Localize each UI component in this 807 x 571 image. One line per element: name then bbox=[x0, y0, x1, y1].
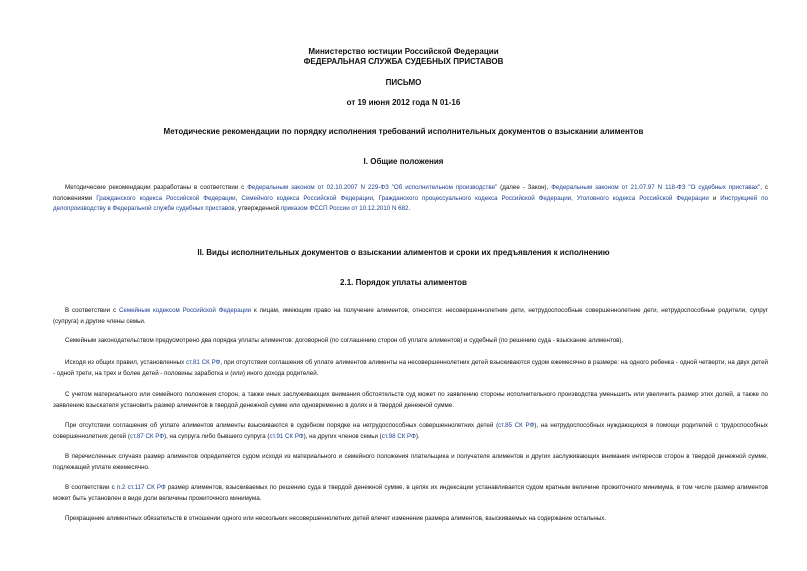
text-span: Методические рекомендации разработаны в соответствии с bbox=[65, 184, 248, 191]
ministry-title: Министерство юстиции Российской Федерации bbox=[308, 47, 499, 56]
link-criminal-code[interactable]: Уголовного кодекса Российской Федерации bbox=[576, 194, 709, 202]
paragraph-indexation bbox=[53, 483, 768, 504]
text-span: В соответствии с bbox=[65, 484, 117, 491]
link-art-98[interactable]: ст.98 СК РФ bbox=[381, 432, 416, 440]
link-civil-procedure-code[interactable]: Гражданского процессуального кодекса Российской Федерации bbox=[378, 194, 572, 202]
text-span: Семейным законодательством предусмотрено два порядка уплаты алиментов: договорной (по соглашению сторон об уплате алиментов) и судебный (по решению суда - взыскание алиментов). bbox=[65, 337, 624, 344]
paragraph-court-recovery bbox=[53, 421, 768, 442]
link-law-229fz[interactable]: Федеральным законом от 02.10.2007 N 229-ФЗ "Об исполнительном производстве" bbox=[247, 184, 498, 191]
section-heading-2: II. Виды исполнительных документов о взыскании алиментов и сроки их предъявления к исполнению bbox=[197, 248, 610, 257]
document-date-number: от 19 июня 2012 года N 01-16 bbox=[346, 98, 461, 107]
text-span: и bbox=[708, 194, 721, 202]
document-title: Методические рекомендации по порядку исполнения требований исполнительных документов о взыскании алиментов bbox=[163, 127, 644, 136]
text-span: размер алиментов, взыскиваемых по решению суда в твердой денежной сумме, в целях их индексации устанавливается судом кратным величине прожиточного минимума, в том числе размер алиментов может быть установлен в виде доли величины прожиточного минимума. bbox=[53, 484, 768, 502]
text-span: ), на нетрудоспособных нуждающихся в помощи родителей с трудоспособных совершеннолетних детей ( bbox=[53, 422, 768, 440]
link-family-code[interactable]: Семейного кодекса Российской Федерации bbox=[241, 194, 373, 202]
link-art-87[interactable]: ст.87 СК РФ bbox=[129, 432, 165, 440]
link-family-code-2[interactable]: Семейным кодексом Российской Федерации bbox=[118, 307, 252, 314]
text-span: , утвержденной bbox=[234, 205, 281, 212]
paragraph-general-rules bbox=[53, 358, 768, 379]
section-heading-1: I. Общие положения bbox=[363, 157, 444, 166]
text-span: ). bbox=[415, 432, 420, 440]
paragraph-payment-procedures bbox=[53, 336, 768, 347]
subsection-heading-2-1: 2.1. Порядок уплаты алиментов bbox=[340, 278, 467, 287]
link-art-85[interactable]: ст.85 СК РФ bbox=[498, 422, 535, 429]
text-span: ), на супруга либо бывшего супруга ( bbox=[164, 432, 270, 440]
text-span: , bbox=[235, 194, 242, 202]
text-span: , с положениями bbox=[53, 184, 768, 202]
link-art-81[interactable]: ст.81 СК РФ bbox=[186, 359, 221, 366]
text-span: В соответствии с bbox=[65, 307, 119, 314]
paragraph-amount-determination bbox=[53, 452, 768, 473]
text-span: При отсутствии соглашения об уплате алиментов алименты взыскиваются в судебном порядке на нетрудоспособных совершеннолетних детей ( bbox=[65, 422, 499, 429]
document-type: ПИСЬМО bbox=[385, 78, 422, 87]
text-span: . bbox=[408, 205, 411, 212]
link-art-91[interactable]: ст.91 СК РФ bbox=[269, 432, 304, 440]
text-span: (далее - Закон), bbox=[497, 184, 552, 191]
text-span: ), на других членов семьи ( bbox=[303, 432, 382, 440]
text-span: , bbox=[372, 194, 379, 202]
link-civil-code[interactable]: Гражданского кодекса Российской Федерации bbox=[96, 194, 236, 202]
link-office-instruction[interactable]: Инструкцией по делопроизводству в Федеральной службе судебных приставов bbox=[53, 194, 768, 212]
service-title: ФЕДЕРАЛЬНАЯ СЛУЖБА СУДЕБНЫХ ПРИСТАВОВ bbox=[303, 57, 504, 66]
link-law-118fz[interactable]: Федеральным законом от 21.07.97 N 118-ФЗ "О судебных приставах" bbox=[551, 184, 761, 191]
text-span: , при отсутствии соглашения об уплате алиментов алименты на несовершеннолетних детей взыскиваются судом ежемесячно в размере: на одного ребенка - одной четверти, на двух детей - одной трети, на трех и более детей - половины заработка и (или) иного дохода родителей. bbox=[53, 359, 768, 377]
text-span: С учетом материального или семейного положения сторон, а также иных заслуживающих внимания обстоятельств суд может по заявлению стороны исполнительного производства уменьшить или увеличить размер этих долей, а также по заявлению взыскателя установить размер алиментов в твердой денежной сумме или одновременно в долях и в твердой денежной сумме. bbox=[53, 391, 768, 409]
paragraph-recipients bbox=[53, 306, 768, 327]
text-span: В перечисленных случаях размер алиментов определяется судом исходя из материального и семейного положения плательщика и получателя алиментов и других заслуживающих внимания интересов сторон в твердой денежной сумме, подлежащей уплате ежемесячно. bbox=[53, 453, 768, 471]
link-art-117-p2[interactable]: п.2 ст.117 СК РФ bbox=[116, 484, 166, 491]
paragraph-adjustment bbox=[53, 390, 768, 411]
text-span: Исходя из общих правил, установленных bbox=[65, 359, 186, 366]
text-span: к лицам, имеющим право на получение алиментов, относятся: несовершеннолетние дети, нетрудоспособные совершеннолетние дети, нетрудоспособные родители, супруг (супруга) и другие члены семьи. bbox=[53, 307, 768, 325]
text-span: Прекращение алиментных обязательств в отношении одного или нескольких несовершеннолетних детей влечет изменение размера алиментов, взыскиваемых на содержание остальных. bbox=[65, 515, 607, 522]
paragraph-legal-basis bbox=[53, 183, 768, 215]
paragraph-termination bbox=[53, 514, 768, 525]
link-fssp-order-682[interactable]: приказом ФССП России от 10.12.2010 N 682 bbox=[280, 205, 409, 212]
text-span: , bbox=[571, 194, 577, 202]
